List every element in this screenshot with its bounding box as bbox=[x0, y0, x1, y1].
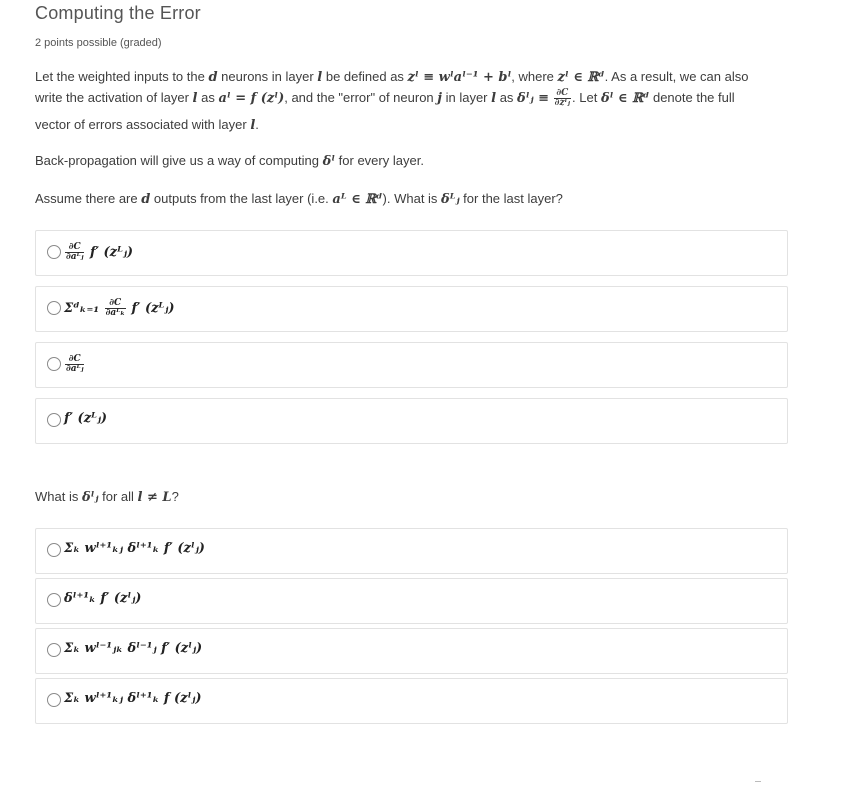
math-activation: aˡ = f (zˡ) bbox=[218, 91, 285, 106]
option-label: Σₖ wˡ⁻¹ⱼₖ δˡ⁻¹ⱼ f′ (zˡⱼ) bbox=[64, 641, 203, 656]
option-label: f′ (zᴸⱼ) bbox=[64, 411, 108, 426]
intro-text: . bbox=[255, 117, 259, 132]
q2-option-4[interactable] bbox=[35, 678, 788, 724]
q1-option-3[interactable] bbox=[35, 342, 788, 388]
intro-text: be defined as bbox=[322, 69, 408, 84]
q2-option-3[interactable] bbox=[35, 628, 788, 674]
intro-text: . As a result, we can also bbox=[604, 69, 749, 84]
question-1-text: Assume there are d outputs from the last layer (i.e. aᴸ ∈ ℝᵈ). What is δᴸⱼ for the last layer? bbox=[35, 191, 563, 207]
math-delta-l: δˡ bbox=[322, 154, 336, 169]
math-weighted-input: zˡ ≡ wˡaˡ⁻¹ + bˡ bbox=[407, 70, 512, 85]
intro-line-2 bbox=[35, 88, 735, 109]
intro-text: neurons in layer bbox=[217, 69, 318, 84]
math-j: j bbox=[437, 91, 442, 106]
problem-title: Computing the Error bbox=[35, 3, 201, 23]
q2-option-1[interactable] bbox=[35, 528, 788, 574]
math-d: d bbox=[208, 70, 218, 85]
math-l: l bbox=[192, 91, 198, 106]
radio-button[interactable] bbox=[47, 543, 61, 557]
intro-text: , and the "error" of neuron bbox=[284, 90, 438, 105]
option-label: δˡ⁺¹ₖ f′ (zˡⱼ) bbox=[64, 591, 142, 606]
option-label: $\frac{\partial C}{\text{∂aᴸⱼ}}$ bbox=[66, 354, 84, 374]
intro-text: write the activation of layer bbox=[35, 90, 193, 105]
intro-text: . Let bbox=[572, 90, 601, 105]
math-z-in-rd: zˡ ∈ ℝᵈ bbox=[557, 70, 605, 85]
intro-text: as bbox=[197, 90, 219, 105]
question-2-text: What is δˡⱼ for all l ≠ L? bbox=[35, 489, 179, 505]
radio-button[interactable] bbox=[47, 357, 61, 371]
option-label: Σₖ wˡ⁺¹ₖⱼ δˡ⁺¹ₖ f′ (zˡⱼ) bbox=[64, 541, 205, 556]
math-delta: δˡⱼ ≡ bbox=[517, 91, 550, 106]
intro-text: in layer bbox=[441, 90, 492, 105]
option-label: Σᵈₖ₌₁ $\frac{\partial C}{\text{∂aᴸₖ}}$ f′ (zᴸⱼ) bbox=[64, 298, 175, 318]
radio-button[interactable] bbox=[47, 693, 61, 707]
q1-option-2[interactable] bbox=[35, 286, 788, 332]
radio-button[interactable] bbox=[47, 413, 61, 427]
intro-text: denote the full bbox=[649, 90, 735, 105]
math-l: l bbox=[491, 91, 497, 106]
intro-text: Let the weighted inputs to the bbox=[35, 69, 209, 84]
math-delta-in-rd: δˡ ∈ ℝᵈ bbox=[600, 91, 650, 106]
math-l: l bbox=[250, 118, 256, 133]
q1-option-1[interactable] bbox=[35, 230, 788, 276]
radio-button[interactable] bbox=[47, 245, 61, 259]
intro-text: vector of errors associated with layer bbox=[35, 117, 251, 132]
cursor-mark bbox=[755, 781, 761, 785]
radio-button[interactable] bbox=[47, 593, 61, 607]
q1-option-4[interactable] bbox=[35, 398, 788, 444]
intro-line-3 bbox=[35, 115, 259, 136]
intro-line-1 bbox=[35, 67, 748, 88]
math-fraction: $\frac{\partial C}{\text{∂zˡⱼ}}$ bbox=[554, 88, 571, 109]
points-label: 2 points possible (graded) bbox=[35, 37, 162, 49]
radio-button[interactable] bbox=[47, 301, 61, 315]
math-l: l bbox=[317, 70, 323, 85]
q2-option-2[interactable] bbox=[35, 578, 788, 624]
option-label: Σₖ wˡ⁺¹ₖⱼ δˡ⁺¹ₖ f (zˡⱼ) bbox=[64, 691, 202, 706]
intro-text: , where bbox=[511, 69, 558, 84]
radio-button[interactable] bbox=[47, 643, 61, 657]
intro-text: as bbox=[496, 90, 518, 105]
backprop-text: Back-propagation will give us a way of computing δˡ for every layer. bbox=[35, 153, 424, 169]
option-label: $\frac{\partial C}{\text{∂aᴸⱼ}}$ f′ (zᴸⱼ) bbox=[66, 242, 134, 262]
